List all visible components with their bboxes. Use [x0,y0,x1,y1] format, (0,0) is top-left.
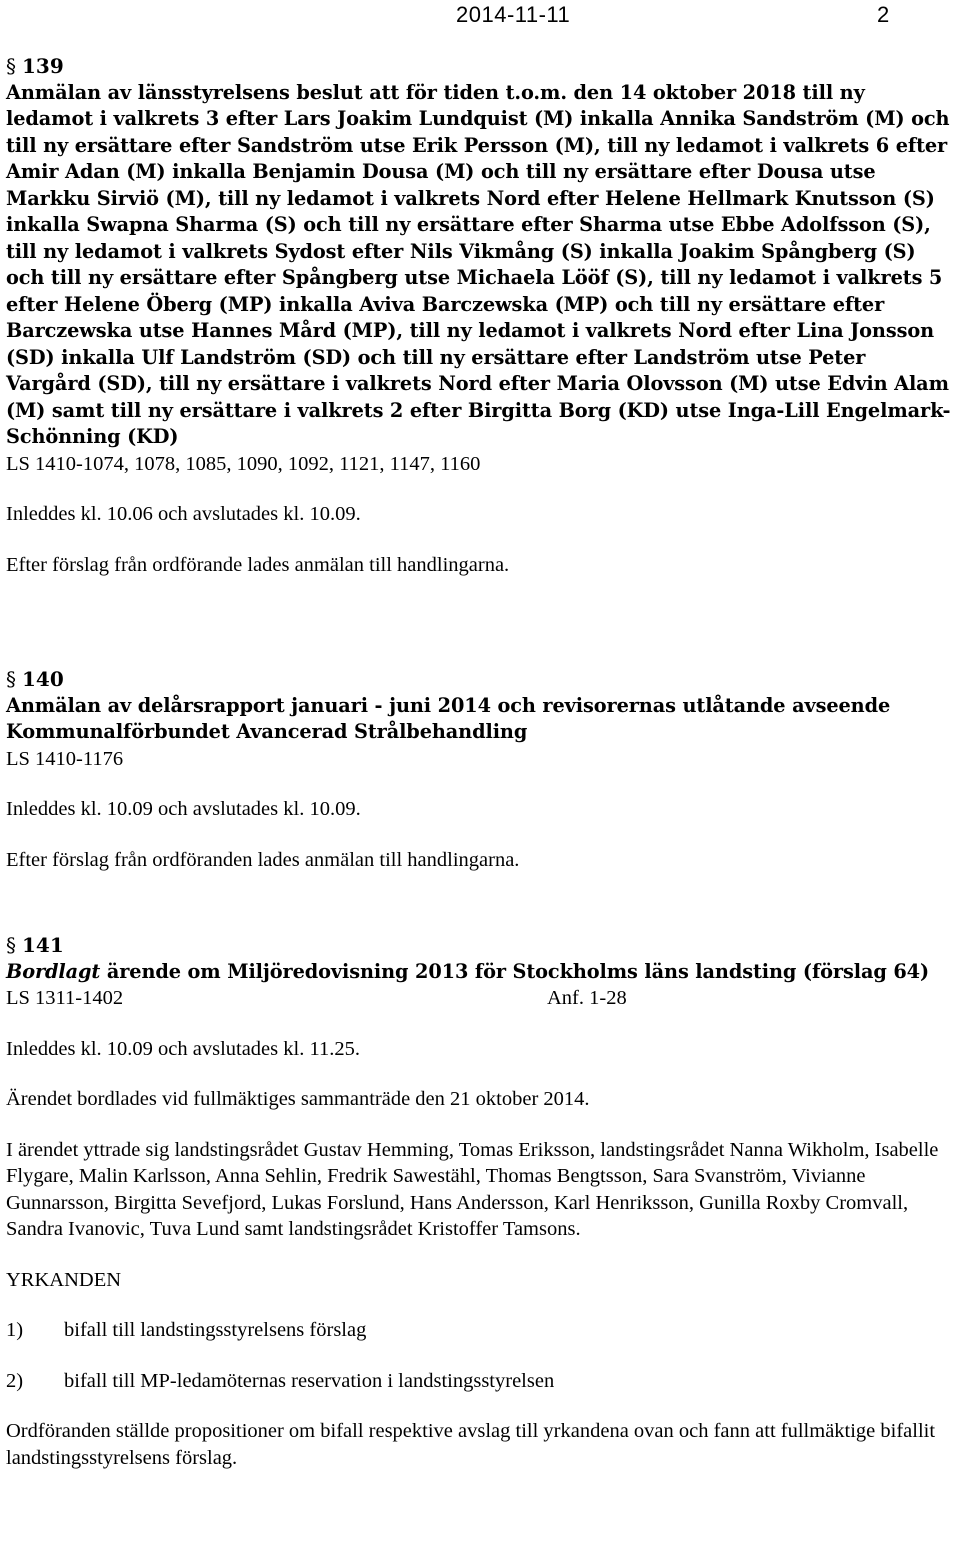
case-reference-row [6,985,956,1012]
motion-item [6,1317,956,1344]
motion-item [6,1368,956,1395]
tabled-note: Ärendet bordlades vid fullmäktiges sammanträde den 21 oktober 2014. [6,1088,590,1110]
motion-text: bifall till landstingsstyrelsens förslag [64,1319,367,1341]
motion-spacer [6,1344,956,1368]
motion-number: 2) [6,1369,24,1392]
section-139 [6,53,956,578]
paragraph-symbol: § [6,933,16,957]
header-date: 2014-11-11 [456,2,571,27]
section-title-rest: ärende om Miljöredovisning 2013 för Stockholms läns landsting (förslag 64) [100,959,929,983]
section-title: Anmälan av delårsrapport januari - juni 2014 och revisorernas utlåtande avseende Kommunalförbundet Avancerad Strålbehandling [6,693,891,743]
tabled-label: Bordlagt [6,959,101,983]
decision-text: Efter förslag från ordförande lades anmälan till handlingarna. [6,553,510,576]
header-page-number: 2 [877,2,890,27]
section-number [6,53,956,80]
section-title: Anmälan av länsstyrelsens beslut att för tiden t.o.m. den 14 oktober 2018 till ny ledamot i valkrets 3 efter Lars Joakim Lundquist (M) inkalla Annika Sandström (M) och till ny ersättare efter Sandström utse Erik Persson (M), till ny ledamot i valkrets 6 efter Amir Adan (M) inkalla Benjamin Dousa (M) och till ny ersättare efter Dousa utse Markku Sirviö (M), till ny ledamot i valkrets Nord efter Helene Hellmark Knutsson (S) inkalla Swapna Sharma (S) och till ny ersättare efter Sharma utse Ebbe Adolfsson (S), till ny ledamot i valkrets Sydost efter Nils Vikmång (S) inkalla Joakim Spångberg (S) och till ny ersättare efter Spångberg utse Michaela Lööf (S), till ny ledamot i valkrets 5 efter Helene Öberg (MP) inkalla Aviva Barczewska (MP) och till ny ersättare efter Barczewska utse Hannes Mård (MP), till ny ledamot i valkrets Nord efter Lina Jonsson (SD) inkalla Ulf Landström (SD) och till ny ersättare efter Landström utse Peter Vargård (SD), till ny ersättare i valkrets Nord efter Maria Olovsson (M) utse Edvin Alam (M) samt till ny ersättare i valkrets 2 efter Birgitta Borg (KD) utse Inga-Lill Engelmark-Schönning (KD) [6,80,951,448]
section-number-value: 139 [22,54,64,78]
case-reference: LS 1311-1402 [6,987,124,1009]
section-number-value: 141 [22,933,64,957]
decision-text: Efter förslag från ordföranden lades anmälan till handlingarna. [6,848,520,871]
conclusion-text: Ordföranden ställde propositioner om bifall respektive avslag till yrkandena ovan och fann att fullmäktige bifallit landstingsstyrelsens förslag. [6,1420,936,1469]
case-reference: LS 1410-1176 [6,747,124,770]
motions-heading: YRKANDEN [6,1268,122,1291]
attachment-reference: Anf. 1-28 [547,987,627,1009]
section-141 [6,932,956,1471]
session-time: Inleddes kl. 10.06 och avslutades kl. 10.09. [6,503,361,525]
paragraph-symbol: § [6,54,16,78]
section-140 [6,666,956,873]
paragraph-symbol: § [6,667,16,691]
motion-text: bifall till MP-ledamöternas reservation i landstingsstyrelsen [64,1369,555,1392]
section-number [6,666,956,693]
session-time: Inleddes kl. 10.09 och avslutades kl. 10.09. [6,798,361,820]
section-title [6,959,956,986]
section-number [6,932,956,959]
motion-number: 1) [6,1319,24,1341]
speakers-list: I ärendet yttrade sig landstingsrådet Gustav Hemming, Tomas Eriksson, landstingsrådet Nanna Wikholm, Isabelle Flygare, Malin Karlsson, Anna Sehlin, Fredrik Sawestähl, Thomas Bengtsson, Sara Svanström, Vivianne Gunnarsson, Birgitta Sevefjord, Lukas Forslund, Hans Andersson, Karl Henriksson, Gunilla Roxby Cromvall, Sandra Ivanovic, Tuva Lund samt landstingsrådet Kristoffer Tamsons. [6,1138,939,1240]
section-number-value: 140 [22,667,64,691]
case-reference: LS 1410-1074, 1078, 1085, 1090, 1092, 1121, 1147, 1160 [6,452,481,475]
motions-list [6,1317,956,1394]
session-time: Inleddes kl. 10.09 och avslutades kl. 11.25. [6,1037,360,1060]
